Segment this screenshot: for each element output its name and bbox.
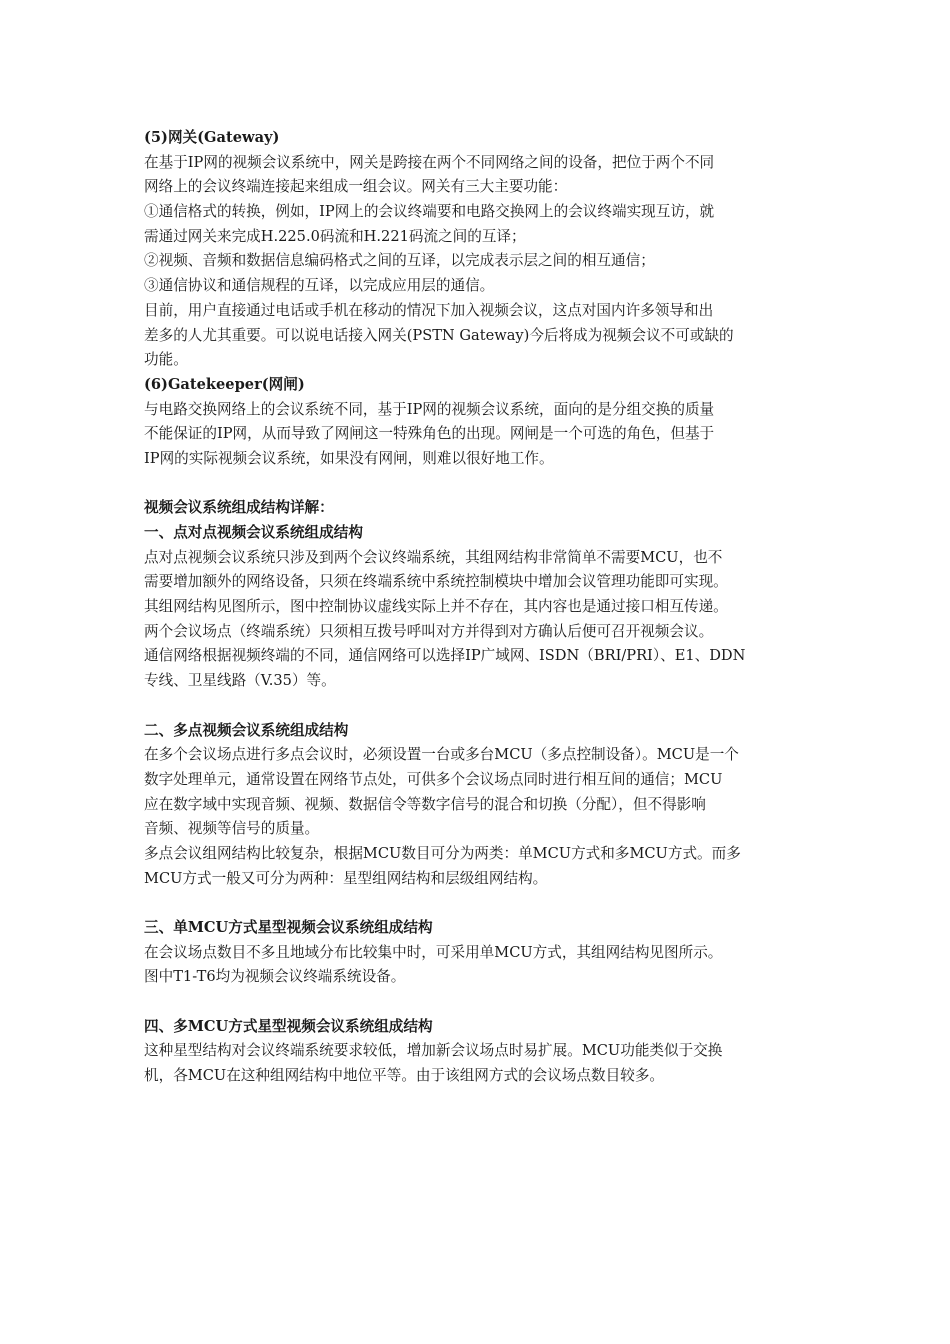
text-line: 多点会议组网结构比较复杂，根据MCU数目可分为两类：单MCU方式和多MCU方式。而多 (144, 844, 741, 862)
text-line: MCU方式一般又可分为两种：星型组网结构和层级组网结构。 (144, 869, 548, 887)
paragraph-gap (144, 891, 814, 916)
text-line: 不能保证的IP网，从而导致了网闸这一特殊角色的出现。网闸是一个可选的角色，但基于 (144, 425, 715, 443)
text-line: 专线、卫星线路（V.35）等。 (144, 672, 336, 690)
text-line: 目前，用户直接通过电话或手机在移动的情况下加入视频会议，这点对国内许多领导和出 (144, 301, 714, 319)
text-line: 音频、视频等信号的质量。 (144, 820, 320, 838)
paragraph-gap (144, 472, 814, 497)
text-line: 数字处理单元，通常设置在网络节点处，可供多个会议场点同时进行相互间的通信；MCU (144, 770, 723, 788)
text-line: ①通信格式的转换，例如，IP网上的会议终端要和电路交换网上的会议终端实现互访，就 (144, 203, 715, 221)
text-line: 在会议场点数目不多且地域分布比较集中时，可采用单MCU方式，其组网结构见图所示。 (144, 943, 723, 961)
text-line: 点对点视频会议系统只涉及到两个会议终端系统，其组网结构非常简单不需要MCU，也不 (144, 548, 723, 566)
text-line: 差多的人尤其重要。可以说电话接入网关(PSTN Gateway)今后将成为视频会议不可或缺的 (144, 326, 734, 344)
heading-multipoint: 二、多点视频会议系统组成结构 (144, 721, 349, 739)
text-line: 机，各MCU在这种组网结构中地位平等。由于该组网方式的会议场点数目较多。 (144, 1067, 665, 1085)
heading-multi-mcu-star: 四、多MCU方式星型视频会议系统组成结构 (144, 1017, 433, 1035)
text-line: 在多个会议场点进行多点会议时，必须设置一台或多台MCU（多点控制设备）。MCU是一个 (144, 746, 739, 764)
text-line: 这种星型结构对会议终端系统要求较低，增加新会议场点时易扩展。MCU功能类似于交换 (144, 1042, 723, 1060)
heading-single-mcu-star: 三、单MCU方式星型视频会议系统组成结构 (144, 919, 433, 936)
text-line: 图中T1-T6均为视频会议终端系统设备。 (144, 968, 406, 986)
paragraph-gap (144, 694, 814, 719)
text-line: IP网的实际视频会议系统，如果没有网闸，则难以很好地工作。 (144, 449, 554, 467)
text-line: 功能。 (144, 351, 188, 369)
text-line: 其组网结构见图所示，图中控制协议虚线实际上并不存在，其内容也是通过接口相互传递。 (144, 598, 728, 616)
heading-gatekeeper: (6)Gatekeeper(网闸) (144, 375, 305, 393)
heading-structure-overview: 视频会议系统组成结构详解： (144, 499, 334, 517)
text-line: ②视频、音频和数据信息编码格式之间的互译，以完成表示层之间的相互通信； (144, 252, 655, 270)
text-line: 两个会议场点（终端系统）只须相互拨号呼叫对方并得到对方确认后便可召开视频会议。 (144, 622, 714, 640)
text-line: 通信网络根据视频终端的不同，通信网络可以选择IP广域网、ISDN（BRI/PRI）、E1、DDN (144, 647, 746, 665)
text-line: 在基于IP网的视频会议系统中，网关是跨接在两个不同网络之间的设备，把位于两个不同 (144, 153, 715, 171)
text-line: 需要增加额外的网络设备，只须在终端系统中系统控制模块中增加会议管理功能即可实现。 (144, 573, 728, 591)
text-line: 需通过网关来完成H.225.0码流和H.221码流之间的互译； (144, 227, 526, 245)
text-line: 与电路交换网络上的会议系统不同，基于IP网的视频会议系统，面向的是分组交换的质量 (144, 400, 715, 418)
text-line: 网络上的会议终端连接起来组成一组会议。网关有三大主要功能： (144, 178, 568, 196)
heading-point-to-point: 一、点对点视频会议系统组成结构 (144, 524, 363, 541)
text-line: 应在数字域中实现音频、视频、数据信令等数字信号的混合和切换（分配），但不得影响 (144, 795, 706, 813)
document-page (144, 126, 814, 1089)
heading-gateway: (5)网关(Gateway) (144, 129, 280, 146)
paragraph-gap (144, 990, 814, 1015)
text-line: ③通信协议和通信规程的互译，以完成应用层的通信。 (144, 277, 495, 295)
